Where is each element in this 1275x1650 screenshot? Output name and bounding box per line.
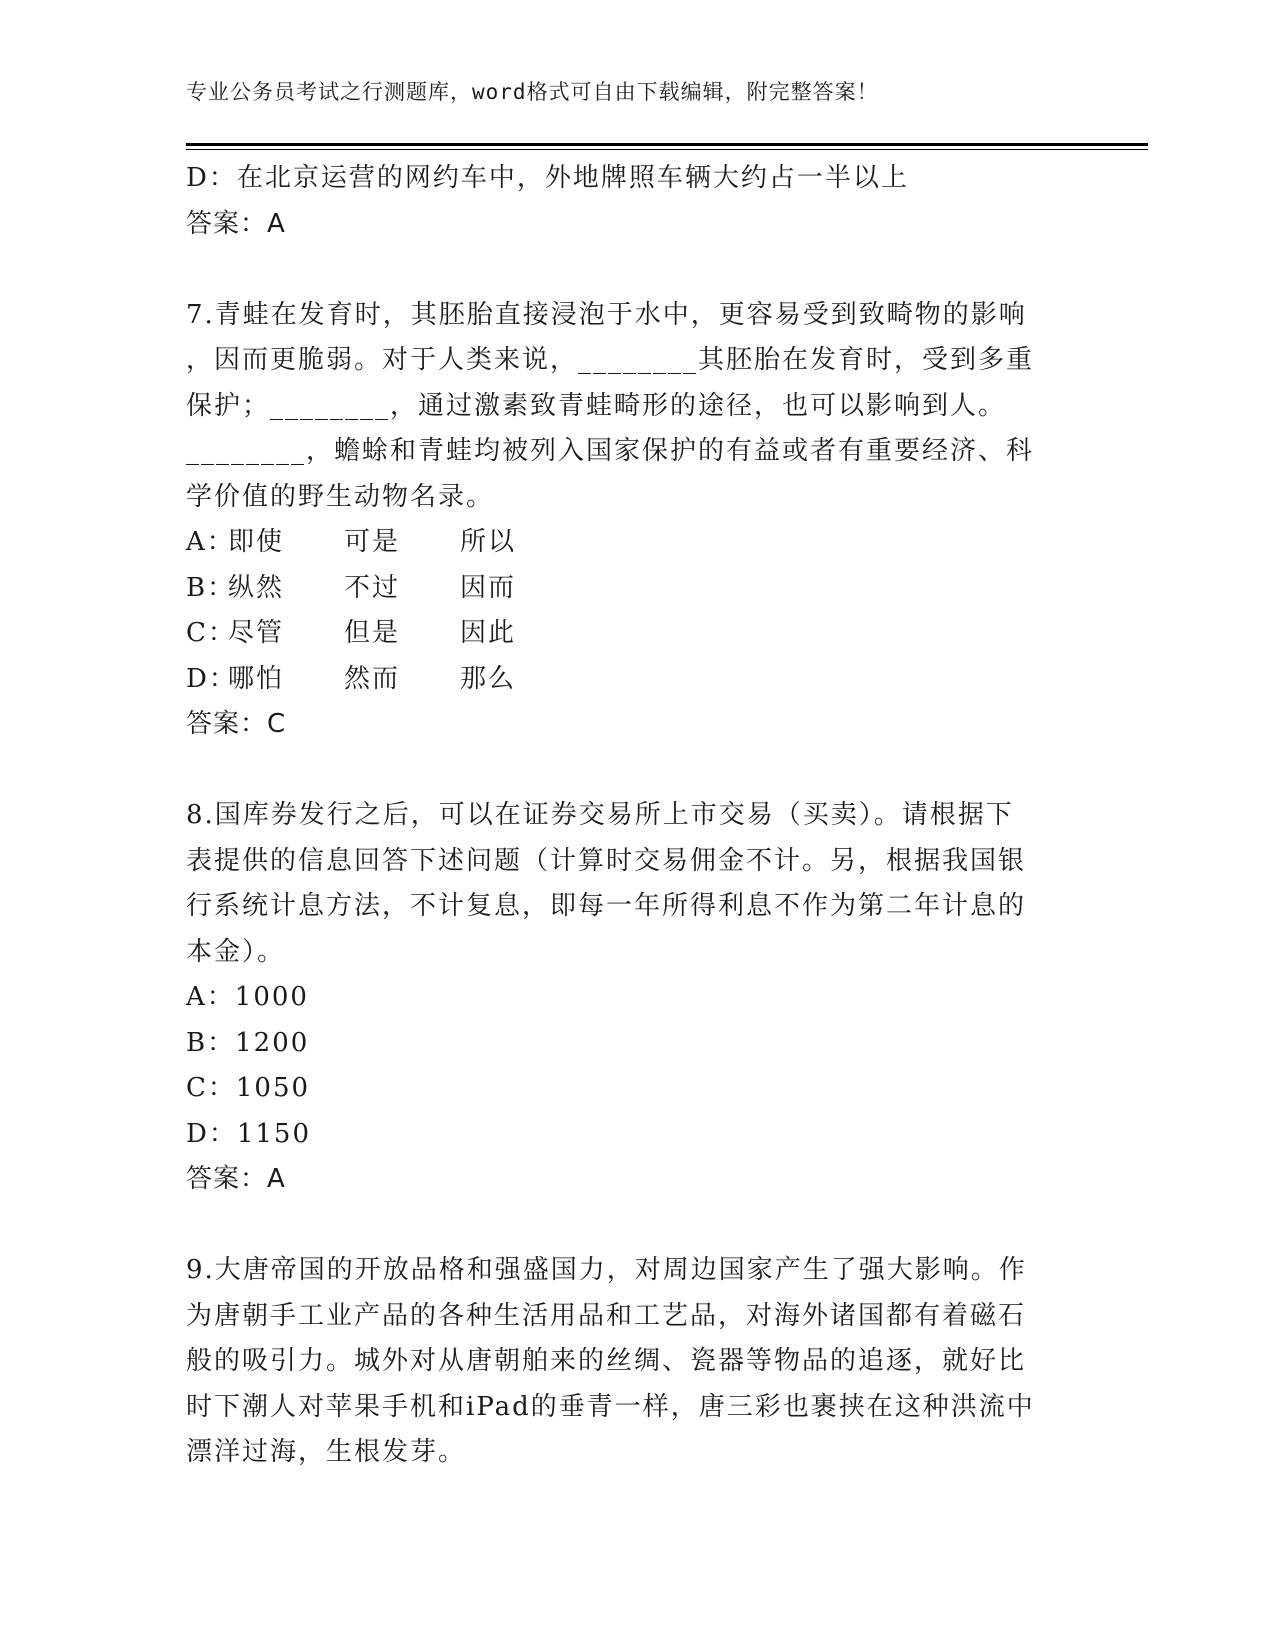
question-8-option-b: B：1200 (186, 1027, 310, 1058)
question-8-line: 本金）。 (186, 936, 286, 967)
question-9-line: 为唐朝手工业产品的各种生活用品和工艺品，对海外诸国都有着磁石 (186, 1300, 1027, 1331)
question-8-line: 表提供的信息回答下述问题（计算时交易佣金不计。另，根据我国银 (186, 845, 1027, 876)
question-9-line: 漂洋过海，生根发芽。 (186, 1437, 467, 1467)
question-7-line: 学价值的野生动物名录。 (186, 481, 495, 512)
page-header: 专业公务员考试之行测题库，word格式可自由下载编辑，附完整答案！ (186, 80, 879, 104)
prev-answer: 答案：A (186, 208, 286, 239)
question-7-option-a (186, 520, 1086, 566)
question-9-line: 9.大唐帝国的开放品格和强盛国力，对周边国家产生了强大影响。作 (186, 1255, 1027, 1285)
question-8-answer: 答案：A (186, 1164, 286, 1194)
option-word-2: 可是 (344, 527, 401, 557)
option-word-1: 即使 (228, 527, 285, 557)
question-9 (186, 1248, 1086, 1476)
option-word-3: 因而 (460, 572, 517, 603)
header-rule-thin (186, 149, 1148, 150)
question-9-line: 时下潮人对苹果手机和iPad的垂青一样，唐三彩也裹挟在这种洪流中 (186, 1391, 1035, 1422)
question-7 (186, 293, 1086, 748)
spacer (186, 748, 1086, 794)
option-word-2: 不过 (344, 572, 401, 603)
question-7-line: 7.青蛙在发育时，其胚胎直接浸泡于水中，更容易受到致畸物的影响 (186, 299, 1027, 330)
question-9-line: 般的吸引力。城外对从唐朝舶来的丝绸、瓷器等物品的追逐，就好比 (186, 1346, 1027, 1376)
question-7-line: ，因而更脆弱。对于人类来说，________其胚胎在发育时，受到多重 (186, 345, 1035, 375)
question-8 (186, 793, 1086, 1203)
question-7-line: ________，蟾蜍和青蛙均被列入国家保护的有益或者有重要经济、科 (186, 436, 1035, 466)
option-label: C： (186, 618, 236, 648)
question-8-line: 行系统计息方法，不计复息，即每一年所得利息不作为第二年计息的 (186, 891, 1027, 921)
question-content (186, 156, 1086, 1476)
option-word-3: 所以 (460, 527, 517, 557)
option-word-1: 尽管 (228, 618, 285, 648)
option-label: A： (186, 527, 235, 557)
spacer (186, 247, 1086, 293)
question-7-option-c (186, 611, 1086, 657)
question-7-option-b (186, 566, 1086, 612)
question-7-answer: 答案：C (186, 709, 287, 739)
header-rule-thick (186, 143, 1148, 146)
option-word-1: 哪怕 (228, 663, 285, 694)
option-word-3: 因此 (460, 618, 517, 648)
option-word-1: 纵然 (228, 572, 285, 603)
question-8-option-d: D：1150 (186, 1118, 312, 1149)
option-label: D： (186, 663, 237, 694)
option-word-2: 然而 (344, 663, 401, 694)
option-word-2: 但是 (344, 618, 401, 648)
question-7-option-d (186, 657, 1086, 703)
spacer (186, 1203, 1086, 1249)
question-7-line: 保护；________，通过激素致青蛙畸形的途径，也可以影响到人。 (186, 390, 1007, 421)
prev-option-d: D：在北京运营的网约车中，外地牌照车辆大约占一半以上 (186, 163, 909, 193)
option-label: B： (186, 572, 236, 603)
option-word-3: 那么 (460, 663, 517, 694)
question-8-option-a: A：1000 (186, 982, 309, 1012)
question-8-option-c: C：1050 (186, 1073, 311, 1103)
question-8-line: 8.国库券发行之后，可以在证券交易所上市交易（买卖）。请根据下 (186, 800, 1014, 830)
